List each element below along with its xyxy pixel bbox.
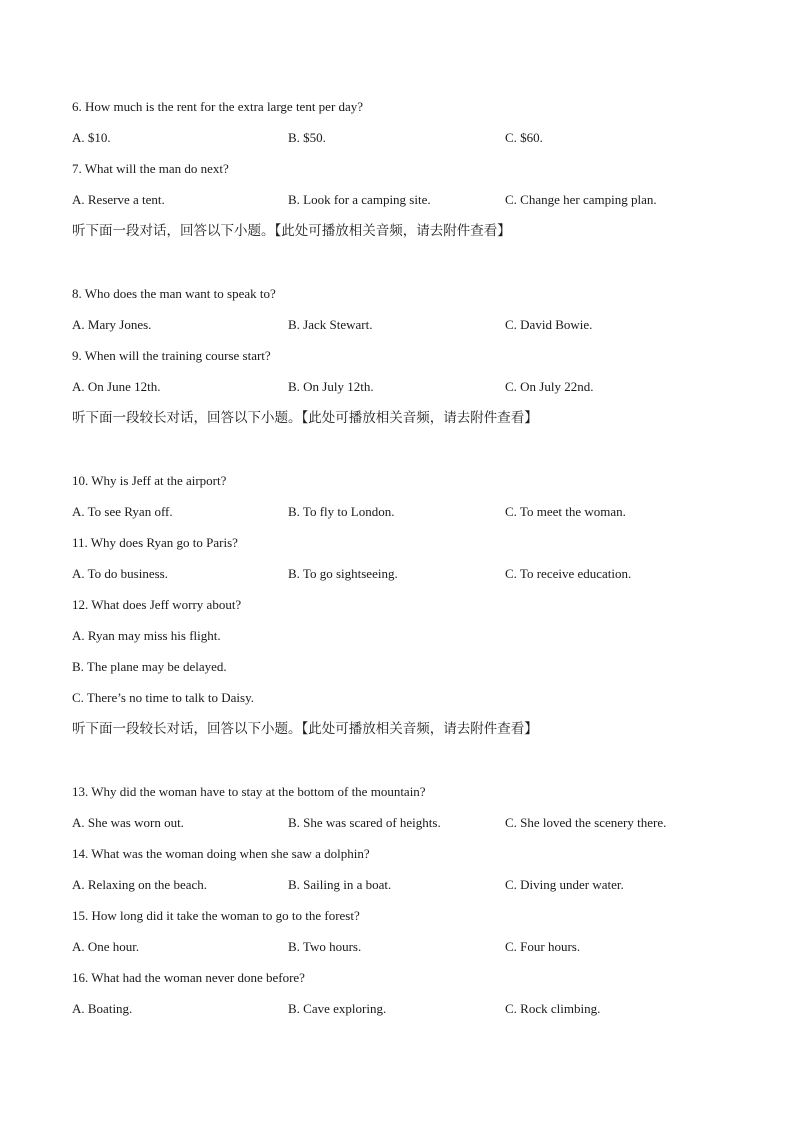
options-11 bbox=[72, 563, 732, 594]
option-16b: B. Cave exploring. bbox=[288, 1001, 387, 1016]
option-6b: B. $50. bbox=[288, 130, 326, 145]
option-15a: A. One hour. bbox=[72, 939, 140, 954]
option-11c: C. To receive education. bbox=[505, 566, 632, 581]
option-12a: A. Ryan may miss his flight. bbox=[72, 628, 221, 643]
option-11b: B. To go sightseeing. bbox=[288, 566, 398, 581]
option-9b: B. On July 12th. bbox=[288, 379, 374, 394]
option-16c: C. Rock climbing. bbox=[505, 1001, 601, 1016]
option-7a: A. Reserve a tent. bbox=[72, 192, 165, 207]
option-8c: C. David Bowie. bbox=[505, 317, 593, 332]
question-10: 10. Why is Jeff at the airport? bbox=[72, 473, 227, 488]
question-7: 7. What will the man do next? bbox=[72, 161, 229, 176]
option-6c: C. $60. bbox=[505, 130, 543, 145]
question-sheet bbox=[72, 96, 732, 1029]
question-9: 9. When will the training course start? bbox=[72, 348, 271, 363]
option-7c: C. Change her camping plan. bbox=[505, 192, 657, 207]
listening-instruction-1: 听下面一段对话，回答以下小题。【此处可播放相关音频，请去附件查看】 bbox=[72, 223, 511, 239]
option-13b: B. She was scared of heights. bbox=[288, 815, 441, 830]
option-10a: A. To see Ryan off. bbox=[72, 504, 173, 519]
listening-instruction-2: 听下面一段较长对话，回答以下小题。【此处可播放相关音频，请去附件查看】 bbox=[72, 410, 538, 426]
listening-instruction-3: 听下面一段较长对话，回答以下小题。【此处可播放相关音频，请去附件查看】 bbox=[72, 721, 538, 737]
option-6a: A. $10. bbox=[72, 130, 111, 145]
option-12c: C. There’s no time to talk to Daisy. bbox=[72, 690, 254, 705]
option-11a: A. To do business. bbox=[72, 566, 168, 581]
question-14: 14. What was the woman doing when she saw a dolphin? bbox=[72, 846, 370, 861]
options-16 bbox=[72, 998, 732, 1029]
option-8b: B. Jack Stewart. bbox=[288, 317, 373, 332]
option-12b: B. The plane may be delayed. bbox=[72, 659, 227, 674]
options-10 bbox=[72, 501, 732, 532]
option-9c: C. On July 22nd. bbox=[505, 379, 594, 394]
options-13 bbox=[72, 812, 732, 843]
option-15c: C. Four hours. bbox=[505, 939, 581, 954]
options-9 bbox=[72, 376, 732, 407]
question-6: 6. How much is the rent for the extra large tent per day? bbox=[72, 99, 364, 114]
options-6 bbox=[72, 127, 732, 158]
options-7 bbox=[72, 189, 732, 220]
option-14a: A. Relaxing on the beach. bbox=[72, 877, 208, 892]
option-8a: A. Mary Jones. bbox=[72, 317, 152, 332]
option-9a: A. On June 12th. bbox=[72, 379, 161, 394]
options-8 bbox=[72, 314, 732, 345]
option-14b: B. Sailing in a boat. bbox=[288, 877, 392, 892]
options-14 bbox=[72, 874, 732, 905]
option-10b: B. To fly to London. bbox=[288, 504, 395, 519]
question-12: 12. What does Jeff worry about? bbox=[72, 597, 242, 612]
option-14c: C. Diving under water. bbox=[505, 877, 624, 892]
option-7b: B. Look for a camping site. bbox=[288, 192, 431, 207]
option-10c: C. To meet the woman. bbox=[505, 504, 626, 519]
option-13a: A. She was worn out. bbox=[72, 815, 184, 830]
question-11: 11. Why does Ryan go to Paris? bbox=[72, 535, 238, 550]
question-16: 16. What had the woman never done before? bbox=[72, 970, 305, 985]
question-8: 8. Who does the man want to speak to? bbox=[72, 286, 276, 301]
question-13: 13. Why did the woman have to stay at the bottom of the mountain? bbox=[72, 784, 426, 799]
question-15: 15. How long did it take the woman to go to the forest? bbox=[72, 908, 360, 923]
option-15b: B. Two hours. bbox=[288, 939, 362, 954]
options-15 bbox=[72, 936, 732, 967]
option-13c: C. She loved the scenery there. bbox=[505, 815, 667, 830]
option-16a: A. Boating. bbox=[72, 1001, 133, 1016]
